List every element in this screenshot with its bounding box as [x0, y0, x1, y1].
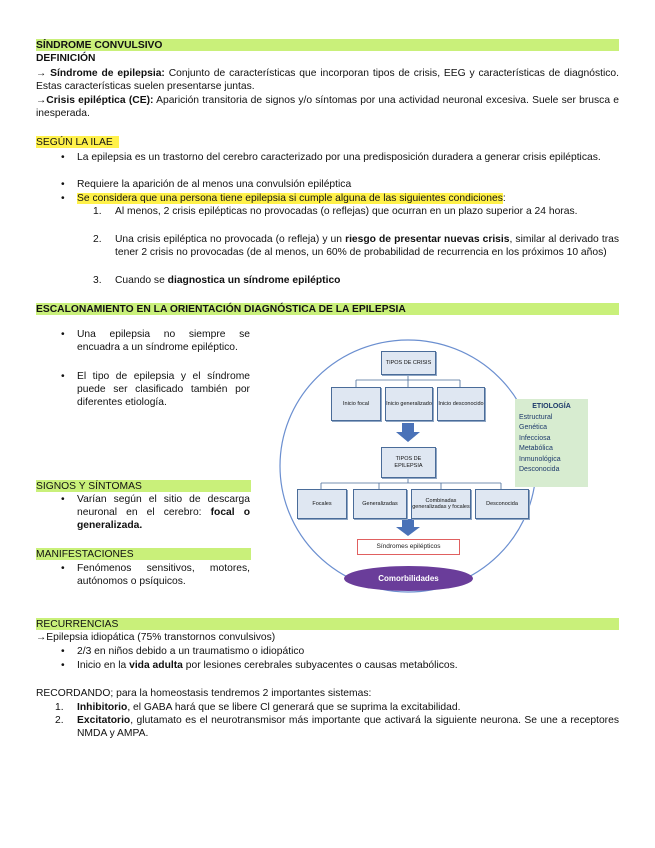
recurrencias-line: →Epilepsia idiopática (75% transtornos convulsivos) — [36, 632, 276, 643]
recordando-intro: RECORDANDO; para la homeostasis tendremos 2 importantes sistemas: — [36, 688, 372, 699]
ilae-condition-3: 3. Cuando se diagnostica un síndrome epiléptico — [93, 275, 341, 286]
manifestaciones-bullet: • Fenómenos sensitivos, motores, autónomos o psíquicos. — [61, 563, 250, 587]
definition-crisis: →Crisis epiléptica (CE): Aparición transitoria de signos y/o síntomas por una actividad neuronal excesiva. Suele ser brusca e inesperada. — [36, 95, 619, 119]
etiologia-item: Infecciosa — [519, 434, 551, 442]
signos-heading: SIGNOS Y SÍNTOMAS — [36, 481, 142, 492]
ilae-heading: SEGÚN LA ILAE — [36, 137, 113, 148]
page-title: SÍNDROME CONVULSIVO — [36, 40, 163, 51]
comorbilidades-ellipse: Comorbilidades — [344, 566, 473, 591]
recurrencias-bullet-2: • Inicio en la vida adulta por lesiones cerebrales subyacentes o causas metabólicos. — [61, 660, 458, 671]
sindromes-box: Síndromes epilépticos — [357, 539, 460, 555]
recurrencias-bullet-1: • 2/3 en niños debido a un traumatismo o idiopático — [61, 646, 305, 657]
inicio-generalizado-box: Inicio generalizado — [385, 387, 433, 421]
inicio-desconocido-box: Inicio desconocido — [437, 387, 485, 421]
signos-bullet: • Varían según el sitio de descarga neuronal en el cerebro: focal o generalizada. — [61, 494, 251, 531]
etiologia-item: Estructural — [519, 413, 553, 421]
escalonamiento-bullet-1: • Una epilepsia no siempre se encuadra a un síndrome epiléptico. — [61, 329, 250, 353]
ilae-bullet-3: • Se considera que una persona tiene epilepsia si cumple alguna de las siguientes condiciones: — [61, 193, 506, 204]
definition-epilepsy: → Síndrome de epilepsia: Conjunto de características que incorporan tipos de crisis, EEG y características de diagnóstico. Estas características suelen presentarse juntas. — [36, 68, 619, 92]
desconocida-box: Desconocida — [475, 489, 529, 519]
etiologia-item: Metabólica — [519, 445, 553, 452]
etiologia-item: Inmunológica — [519, 455, 561, 463]
tipos-epilepsia-box: TIPOS DE EPILEPSIA — [381, 447, 436, 478]
escalonamiento-heading: ESCALONAMIENTO EN LA ORIENTACIÓN DIAGNÓSTICA DE LA EPILEPSIA — [36, 304, 406, 315]
recordando-item-1: 1. Inhibitorio, el GABA hará que se libere Cl generará que se suprima la excitabilidad. — [55, 702, 461, 713]
combinadas-box: Combinadas generalizadas y focales — [411, 489, 471, 519]
etiologia-item: Genética — [519, 424, 548, 431]
manifestaciones-heading: MANIFESTACIONES — [36, 549, 134, 560]
ilae-condition-2: 2. Una crisis epiléptica no provocada (o refleja) y un riesgo de presentar nuevas crisis, similar al derivado tras tener 2 crisis no provocadas (de al menos, un 60% de probabilidad de recurrencia en los próximos 10 años) — [93, 234, 619, 258]
epilepsy-diagram — [274, 335, 616, 597]
etiologia-panel — [515, 399, 588, 487]
tipos-crisis-box: TIPOS DE CRISIS — [381, 351, 436, 375]
definition-heading: DEFINICIÓN — [36, 53, 96, 64]
focales-box: Focales — [297, 489, 347, 519]
ilae-condition-1: 1. Al menos, 2 crisis epilépticas no provocadas (o reflejas) que ocurran en un plazo superior a 24 horas. — [93, 206, 578, 217]
escalonamiento-bullet-2: • El tipo de epilepsia y el síndrome puede ser clasificado también por diferentes etiología. — [61, 371, 250, 408]
inicio-focal-box: Inicio focal — [331, 387, 381, 421]
recurrencias-heading: RECURRENCIAS — [36, 619, 119, 630]
etiologia-item: Desconocida — [519, 466, 560, 473]
recordando-item-2: 2. Excitatorio, glutamato es el neurotransmisor más importante que activará la siguiente neurona. Se une a receptores NMDA y AMPA. — [55, 715, 619, 739]
ilae-bullet-2: • Requiere la aparición de al menos una convulsión epiléptica — [61, 179, 352, 190]
etiologia-title: ETIOLOGÍA — [532, 403, 571, 410]
generalizadas-box: Generalizadas — [353, 489, 407, 519]
ilae-bullet-1: • La epilepsia es un trastorno del cerebro caracterizado por una predisposición duradera a generar crisis epilépticas. — [61, 152, 601, 163]
